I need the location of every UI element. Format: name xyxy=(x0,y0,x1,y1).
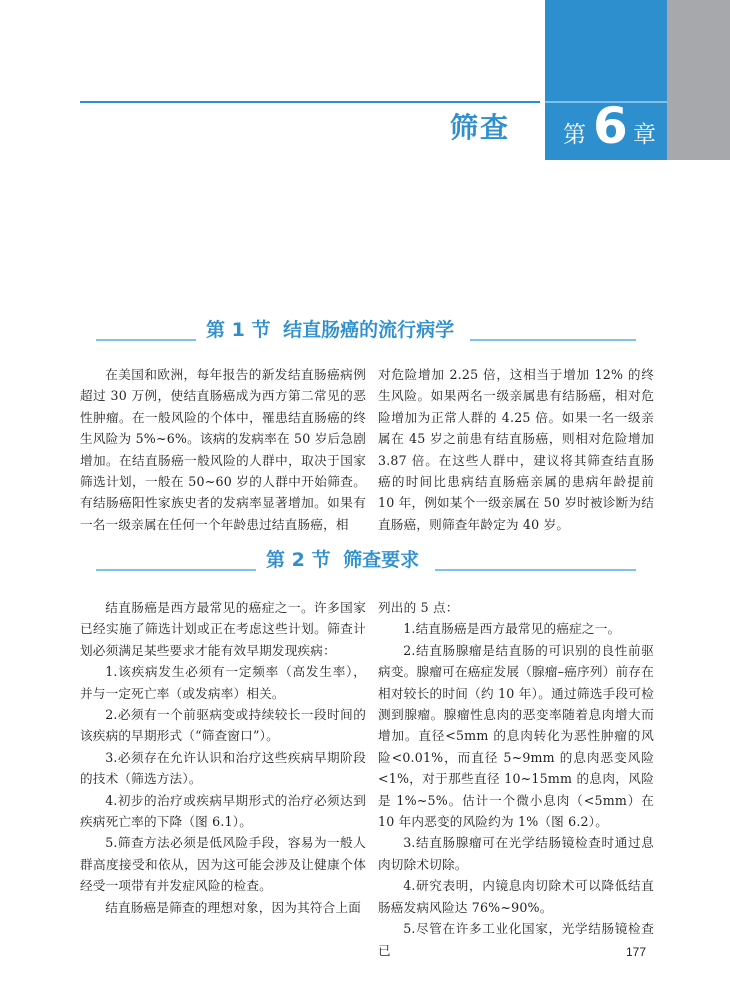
paragraph: 结直肠癌是筛查的理想对象，因为其符合上面 xyxy=(105,899,362,915)
section-1-left-column xyxy=(80,364,366,535)
paragraph: 2.结直肠腺瘤是结直肠的可识别的良性前驱病变。腺瘤可在癌症发展（腺瘤–癌序列）前存在相对较长的时间（约 10 年）。通过筛选手段可检测到腺瘤。腺瘤性息肉的恶变率随着息肉增大而增加。直径<5mm 的息肉转化为恶性肿瘤的风险<0.01%，而直径 5~9mm 的息肉恶变风险<1%，对于那些直径 10~15mm 的息肉，风险是 1%~5%。估计一个微小息肉（<5mm）在 10 年内恶变的风险约为 1%（图 6.2）。 xyxy=(378,642,654,830)
paragraph: 4.初步的治疗或疾病早期形式的治疗必须达到疾病死亡率的下降（图 6.1）。 xyxy=(80,792,366,830)
chapter-prefix: 第 xyxy=(563,122,586,148)
paragraph: 3.必须存在允许认识和治疗这些疾病早期阶段的技术（筛选方法）。 xyxy=(80,749,366,787)
paragraph: 5.筛查方法必须是低风险手段，容易为一般人群高度接受和依从，因为这可能会涉及让健康个体经受一项带有并发症风险的检查。 xyxy=(80,835,366,894)
section-2-title: 筛查要求 xyxy=(343,549,420,571)
section-1-right-column xyxy=(378,364,654,535)
section-1-title-wrap xyxy=(196,315,470,342)
section-1-title: 结直肠癌的流行病学 xyxy=(283,319,455,341)
paragraph: 2.必须有一个前驱病变或持续较长一段时间的该疾病的早期形式（“筛查窗口”）。 xyxy=(80,707,366,744)
section-2-left-column xyxy=(80,597,366,918)
paragraph: 1.该疾病发生必须有一定频率（高发生率），并与一定死亡率（或发病率）相关。 xyxy=(80,664,366,701)
chapter-suffix: 章 xyxy=(633,122,656,148)
paragraph: 对危险增加 2.25 倍，这相当于增加 12% 的终生风险。如果两名一级亲属患有结肠癌，相对危险增加为正常人群的 4.25 倍。如果一名一级亲属在 45 岁之前患有结直肠癌，则相对危险增加 3.87 倍。在这些人群中，建议将其筛查结直肠癌的时间比患病结直肠癌亲属的患病年龄提前 10 年，例如某个一级亲属在 50 岁时被诊断为结直肠癌，则筛查年龄定为 40 岁。 xyxy=(378,367,654,532)
paragraph: 5.尽管在许多工业化国家，光学结肠镜检查已 xyxy=(378,921,654,958)
paragraph: 列出的 5 点： xyxy=(378,600,459,615)
paragraph: 在美国和欧洲，每年报告的新发结直肠癌病例超过 30 万例，使结直肠癌成为西方第二常见的恶性肿瘤。在一般风险的个体中，罹患结直肠癌的终生风险为 5%~6%。该病的发病率在 50 岁后急剧增加。在结直肠癌一般风险的人群中，取决于国家筛选计划，一般在 50~60 岁的人群中开始筛查。有结肠癌阳性家族史者的发病率显著增加。如果有一名一级亲属在任何一个年龄患过结直肠癌，相 xyxy=(80,367,366,532)
section-2-title-wrap xyxy=(256,545,435,572)
paragraph: 1.结直肠癌是西方最常见的癌症之一。 xyxy=(403,621,621,637)
page-number: 177 xyxy=(626,945,647,959)
chapter-number: 6 xyxy=(593,97,628,155)
chapter-tab-gray xyxy=(667,0,730,160)
paragraph: 4.研究表明，内镜息肉切除术可以降低结直肠癌发病风险达 76%~90%。 xyxy=(378,878,654,915)
section-2-right-column xyxy=(378,597,654,961)
section-1-heading xyxy=(96,315,636,345)
chapter-title: 筛查 xyxy=(450,111,511,144)
section-2-heading xyxy=(96,545,636,575)
paragraph: 结直肠癌是西方最常见的癌症之一。许多国家已经实施了筛选计划或正在考虑这些计划。筛查计划必须满足某些要求才能有效早期发现疾病： xyxy=(80,600,366,658)
paragraph: 3.结直肠腺瘤可在光学结肠镜检查时通过息肉切除术切除。 xyxy=(378,835,654,872)
section-1-label: 第 1 节 xyxy=(206,319,271,341)
header-rule xyxy=(80,101,540,103)
section-2-label: 第 2 节 xyxy=(266,549,331,571)
chapter-number-box xyxy=(553,97,665,155)
